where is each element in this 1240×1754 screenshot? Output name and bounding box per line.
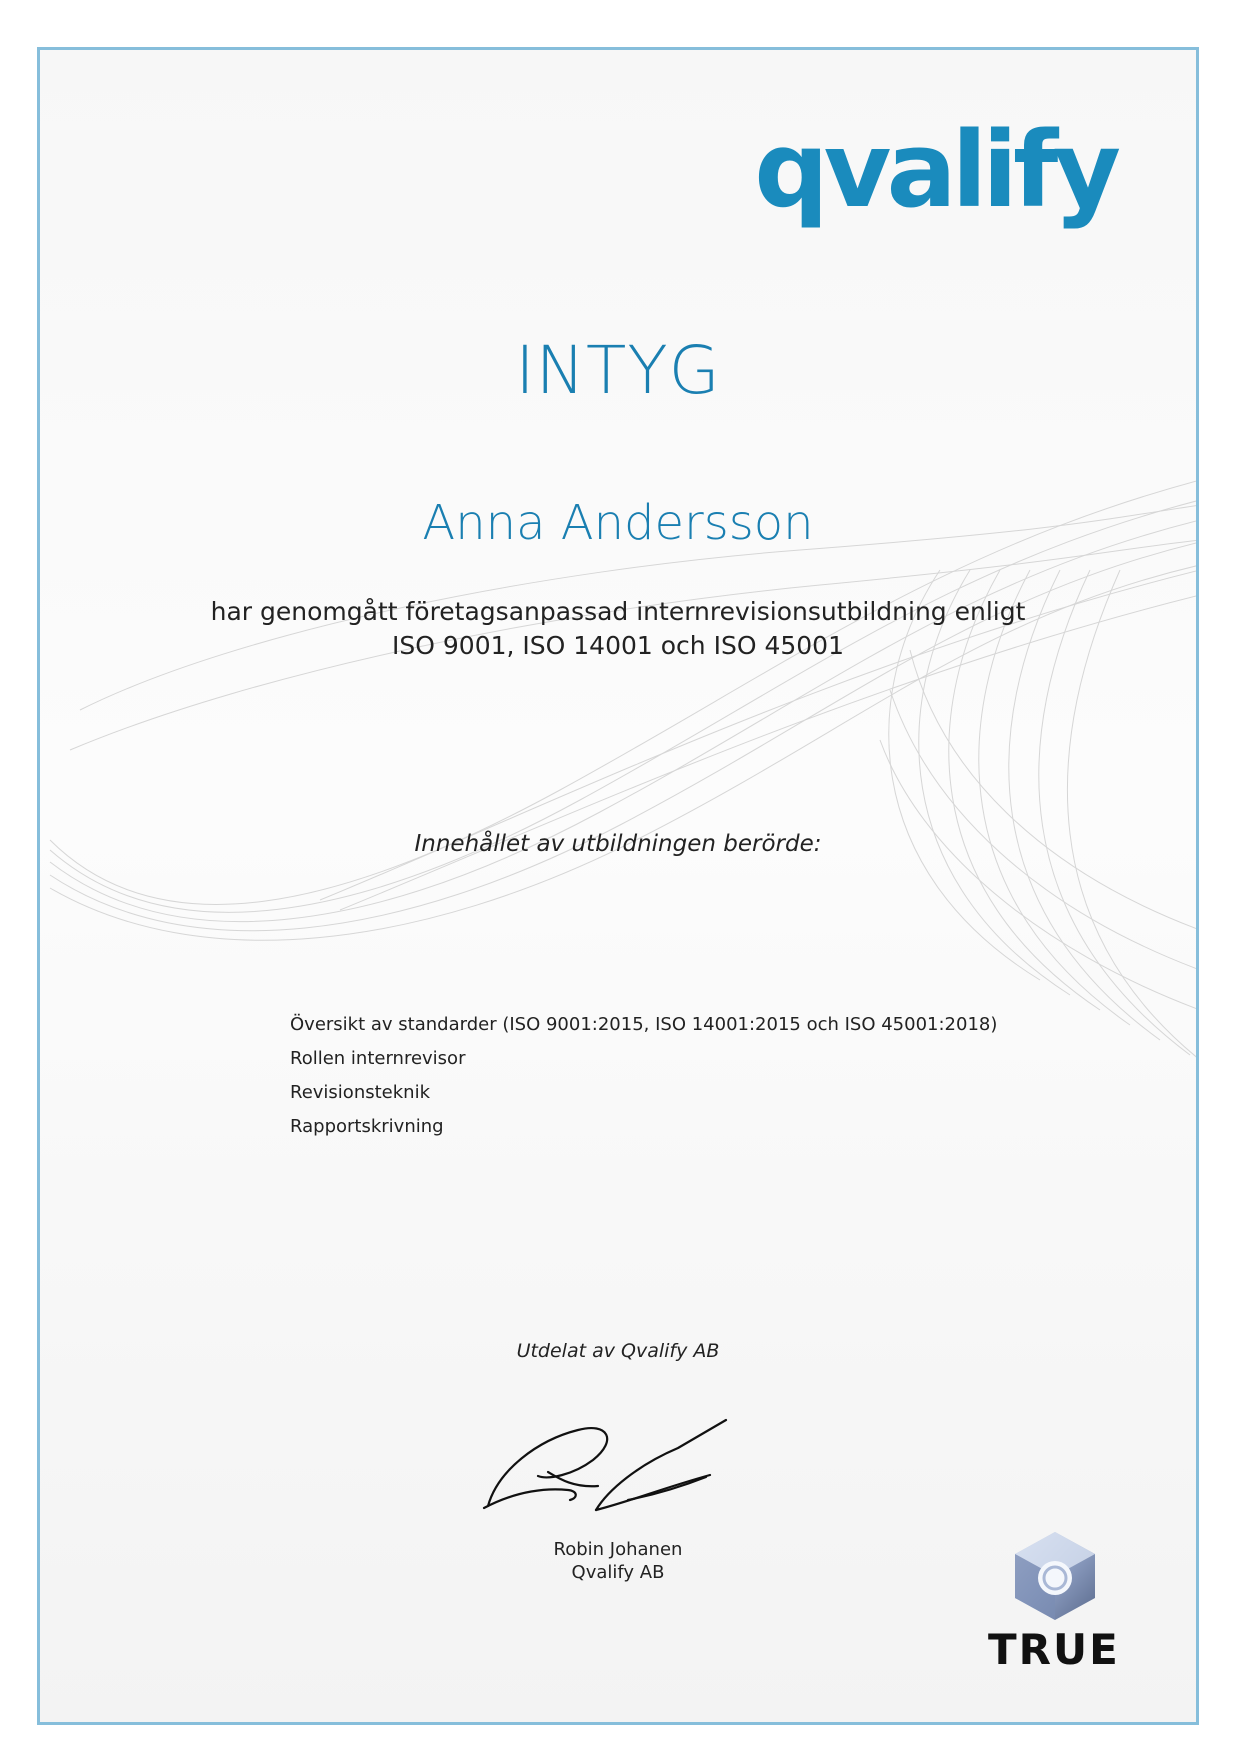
- handwritten-signature: [478, 1410, 728, 1515]
- signer-company: Qvalify AB: [571, 1562, 665, 1583]
- description-line-1: har genomgått företagsanpassad internrevisionsutbildning enligt: [210, 597, 1026, 626]
- topic-item: Rapportskrivning: [290, 1116, 444, 1137]
- signer-name: Robin Johanen: [553, 1539, 683, 1560]
- topic-item: Översikt av standarder (ISO 9001:2015, ISO 14001:2015 och ISO 45001:2018): [290, 1014, 998, 1035]
- certificate-title: INTYG: [515, 332, 721, 409]
- topics-list: [290, 1008, 997, 1144]
- certificate-description: [40, 595, 1196, 663]
- topics-intro: Innehållet av utbildningen berörde:: [414, 831, 822, 857]
- topic-item: Rollen internrevisor: [290, 1048, 466, 1069]
- topic-item: Revisionsteknik: [290, 1082, 430, 1103]
- true-seal-text: TRUE: [988, 1625, 1120, 1674]
- qvalify-logo: qvalify: [754, 109, 1116, 231]
- description-line-2: ISO 9001, ISO 14001 och ISO 45001: [392, 631, 844, 660]
- issued-by: Utdelat av Qvalify AB: [516, 1340, 720, 1362]
- recipient-name: Anna Andersson: [422, 495, 814, 551]
- certificate-frame: [37, 47, 1199, 1725]
